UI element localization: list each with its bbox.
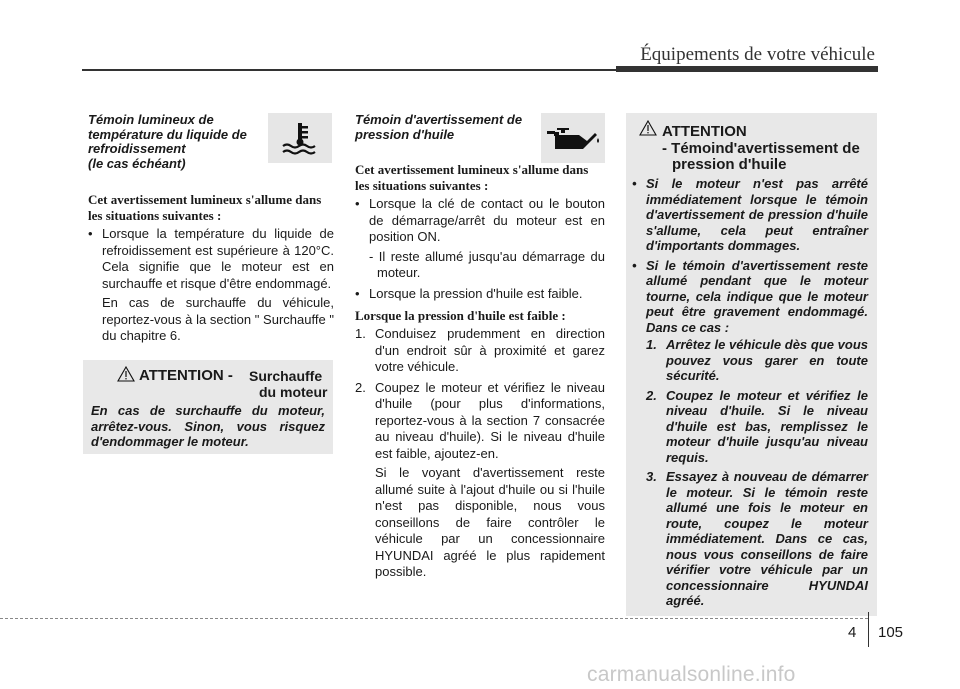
oil-icon-box <box>541 113 605 163</box>
attention-step <box>646 388 868 466</box>
oil-body <box>355 196 605 302</box>
attention-body: En cas de surchauffe du moteur, arrêtez-vous. Sinon, vous risquez d'endommager le moteur. <box>91 403 325 449</box>
step-number: 3. <box>646 469 657 484</box>
oil-attention-box <box>626 113 877 616</box>
step-number: 1. <box>355 326 366 341</box>
footer-rule <box>0 618 868 619</box>
attention-subtitle: Surchauffe <box>249 368 323 384</box>
oil-steps <box>355 326 605 581</box>
attention-title: ATTENTION <box>662 123 747 140</box>
attention-title: ATTENTION - <box>139 367 233 384</box>
coolant-bullet-continuation: En cas de surchauffe du véhicule, reportez-vous à la section " Surchauffe " du chapitre 6. <box>102 295 334 343</box>
watermark: carmanualsonline.info <box>587 663 796 686</box>
step-number: 2. <box>355 379 366 395</box>
attention-subtitle: - Témoind'avertissement de <box>662 140 860 157</box>
oil-step <box>355 380 605 581</box>
step-number: 1. <box>646 337 657 352</box>
step-text: Coupez le moteur et vérifiez le niveau d'huile. Si le niveau d'huile est bas, remplissez le moteur d'huile jusqu'au niveau requis. <box>666 387 868 465</box>
oil-step <box>355 326 605 376</box>
coolant-bullet: • Lorsque la température du liquide de refroidissement est supérieure à 120°C. Cela signifie que le moteur est en surchauffe et risque d'être endommagé. <box>88 226 334 292</box>
coolant-icon-box <box>268 113 332 163</box>
warning-triangle-icon <box>639 120 657 141</box>
step-text: Coupez le moteur et vérifiez le niveau d'huile (pour plus d'informations, reportez-vous à la section 7 consacrée au niveau d'huile). Si le niveau d'huile est faible, ajoutez-en. <box>375 379 605 461</box>
running-header: Équipements de votre véhicule <box>640 44 875 65</box>
step-text: Conduisez prudemment en direction d'un endroit sûr à proximité et garez votre véhicule. <box>375 326 605 374</box>
overheat-attention-box <box>83 360 333 454</box>
step-number: 2. <box>646 387 657 403</box>
coolant-section-heading <box>88 113 268 171</box>
intro-line: Cet avertissement lumineux s'allume dans <box>88 192 322 207</box>
heading-line: (le cas échéant) <box>88 155 186 171</box>
oil-bullet-sub: - Il reste allumé jusqu'au démarrage du moteur. <box>369 248 605 280</box>
coolant-body <box>88 226 334 345</box>
coolant-temperature-icon <box>280 121 320 155</box>
attention-bullet: • Si le témoin d'avertissement reste allumé pendant que le moteur tourne, cela indique que le moteur peut être gravement endommagé. Dans ce cas : <box>632 258 868 336</box>
attention-subtitle: du moteur <box>259 384 328 400</box>
header-bar <box>616 66 878 72</box>
footer-divider <box>868 612 869 647</box>
step-text-continuation: Si le voyant d'avertissement reste allumé suite à l'ajout d'huile ou si l'huile n'est pas disponible, nous vous conseillons de faire contrôler le véhicule par un concessionnaire HYUNDAI agréé le plus rapidement possible. <box>375 465 605 579</box>
page-number: 105 <box>878 624 904 641</box>
oil-section-heading <box>355 113 545 142</box>
intro-line: Cet avertissement lumineux s'allume dans <box>355 162 589 177</box>
warning-triangle-icon <box>117 366 135 387</box>
step-text: Essayez à nouveau de démarrer le moteur. Si le témoin reste allumé une fois le moteur en route, coupez le moteur immédiatement. Dans ce cas, nous vous conseillons de faire vérifier votre véhicule par un concessionnaire HYUNDAI agréé. <box>666 469 868 608</box>
attention-subtitle: pression d'huile <box>672 156 787 173</box>
oil-bullet: • Lorsque la clé de contact ou le bouton de démarrage/arrêt du moteur est en position ON. <box>355 196 605 246</box>
heading-line: température du liquide de <box>88 126 247 142</box>
heading-line: pression d'huile <box>355 126 455 142</box>
oil-can-icon <box>545 125 601 151</box>
heading-line: Témoin lumineux de <box>88 112 214 127</box>
heading-line: Témoin d'avertissement de <box>355 112 523 127</box>
chapter-number: 4 <box>848 624 857 641</box>
oil-bullet: • Lorsque la pression d'huile est faible. <box>355 286 605 303</box>
attention-step <box>646 469 868 609</box>
attention-content <box>632 176 868 609</box>
heading-line: refroidissement <box>88 141 186 156</box>
attention-bullet: • Si le moteur n'est pas arrêté immédiatement lorsque le témoin d'avertissement de pression d'huile s'allume, cela peut entraîner d'importants dommages. <box>632 176 868 254</box>
intro-line: les situations suivantes : <box>88 208 222 223</box>
coolant-intro <box>88 192 334 224</box>
step-text: Arrêtez le véhicule dès que vous pouvez vous garer en toute sécurité. <box>666 337 868 383</box>
attention-step <box>646 337 868 384</box>
oil-intro <box>355 162 605 194</box>
intro-line: les situations suivantes : <box>355 178 489 193</box>
low-pressure-heading: Lorsque la pression d'huile est faible : <box>355 308 566 323</box>
